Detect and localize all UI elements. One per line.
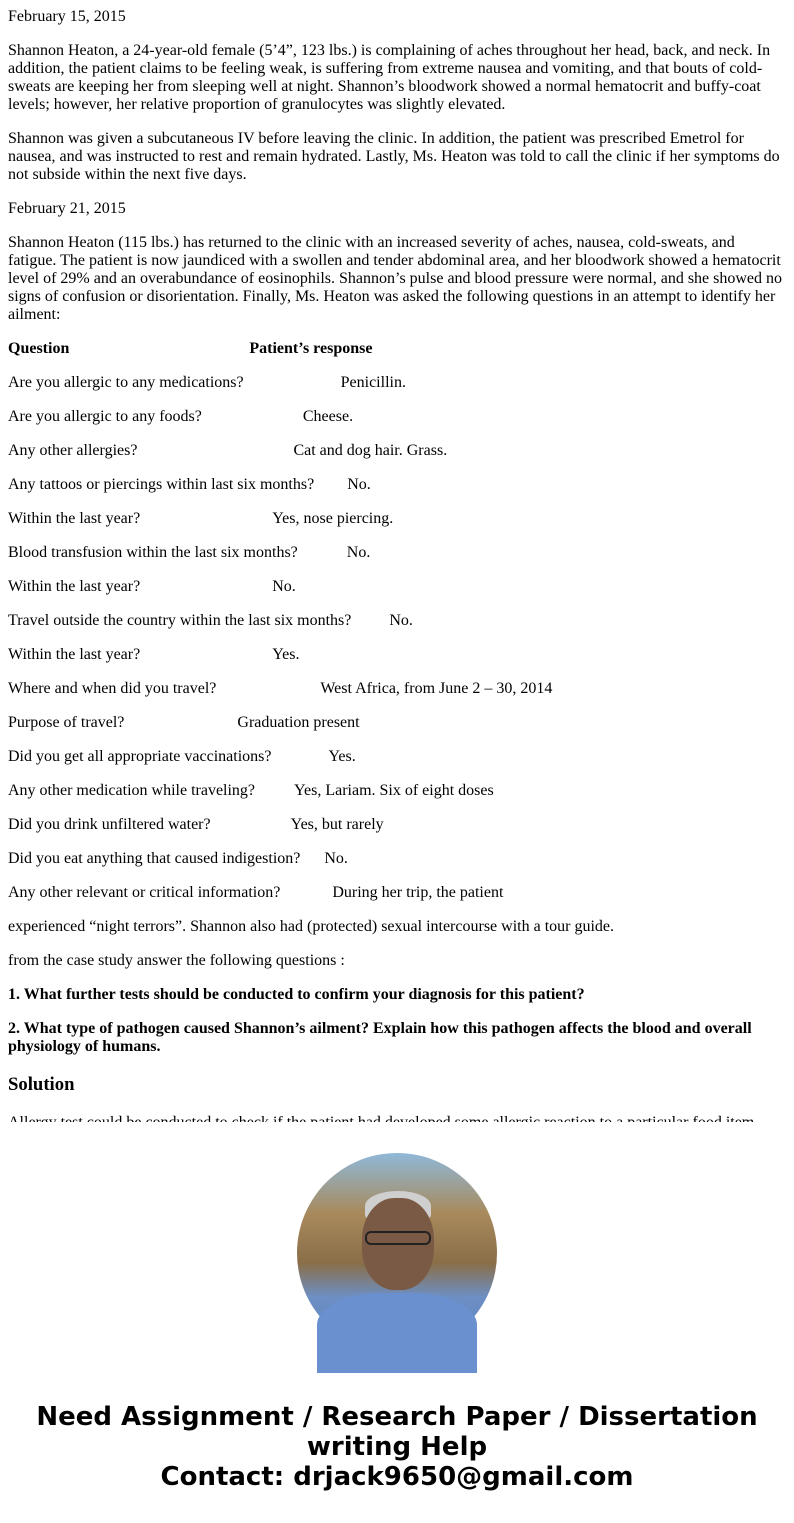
response-text: West Africa, from June 2 – 30, 2014 [320,680,553,697]
response-text: Cheese. [302,408,354,425]
question-text: Are you allergic to any foods? [8,408,202,425]
response-text: Yes, nose piercing. [272,510,394,527]
qa-row [8,646,786,664]
response-text: Yes, but rarely [290,816,384,833]
question-text: Any tattoos or piercings within last six months? [8,476,315,493]
avatar [297,1153,497,1353]
question-header: Question [8,340,70,357]
question-text: Any other relevant or critical information? [8,884,281,901]
response-text: Graduation present [237,714,360,731]
question-text: Within the last year? [8,510,141,527]
qa-row [8,884,786,902]
qa-row [8,680,786,698]
entry-date: February 15, 2015 [8,8,126,25]
paragraph: Shannon Heaton (115 lbs.) has returned to the clinic with an increased severity of aches, nausea, cold-sweats, and fatigue. The patient is now jaundiced with a swollen and tender abdominal area, and her bloodwork showed a hematocrit level of 29% and an overabundance of eosinophils. Shannon’s pulse and blood pressure were normal, and she showed no signs of confusion or disorientation. Finally, Ms. Heaton was asked the following questions in an attempt to identify her ailment: [8,234,783,323]
qa-row [8,510,786,528]
qa-row [8,476,786,494]
qa-row [8,816,786,834]
promo-footer [0,1122,794,1523]
response-text: Penicillin. [340,374,406,391]
question-text: Any other allergies? [8,442,138,459]
qa-row [8,408,786,426]
question-text: Did you get all appropriate vaccinations? [8,748,272,765]
qa-continuation: experienced “night terrors”. Shannon also had (protected) sexual intercourse with a tour guide. [8,918,615,935]
question-text: 1. What further tests should be conducted to confirm your diagnosis for this patient? [8,986,585,1003]
question-2 [8,1020,786,1056]
question-text: Within the last year? [8,578,141,595]
response-text: No. [389,612,413,629]
paragraph: Shannon Heaton, a 24-year-old female (5’4”, 123 lbs.) is complaining of aches throughout her head, back, and neck. In addition, the patient claims to be feeling weak, is suffering from extreme nausea and vomiting, and that bouts of cold-sweats are keeping her from sleeping well at night. Shannon’s bloodwork showed a normal hematocrit and buffy-coat levels; however, her relative proportion of granulocytes was slightly elevated. [8,42,771,113]
question-text: Blood transfusion within the last six months? [8,544,298,561]
qa-row [8,442,786,460]
qa-list [8,374,786,902]
promo-line-1: Need Assignment / Research Paper / Dissertation writing Help [36,1402,758,1462]
qa-row [8,578,786,596]
paragraph: Shannon was given a subcutaneous IV before leaving the clinic. In addition, the patient was prescribed Emetrol for nausea, and was instructed to rest and remain hydrated. Lastly, Ms. Heaton was told to call the clinic if her symptoms do not subside within the next five days. [8,130,780,183]
response-text: Yes. [328,748,356,765]
qa-row [8,850,786,868]
question-text: Purpose of travel? [8,714,125,731]
qa-row [8,748,786,766]
prompt: from the case study answer the following questions : [8,952,345,969]
solution-heading: Solution [8,1074,75,1095]
document-body [8,0,786,1122]
question-text: Where and when did you travel? [8,680,217,697]
question-text: 2. What type of pathogen caused Shannon’s ailment? Explain how this pathogen affects the blood and overall physiology of humans. [8,1020,752,1055]
question-text: Travel outside the country within the last six months? [8,612,352,629]
response-text: Yes, Lariam. Six of eight doses [294,782,494,799]
question-text: Any other medication while traveling? [8,782,256,799]
promo-text [0,1402,794,1492]
qa-row [8,374,786,392]
question-text: Did you eat anything that caused indigestion? [8,850,301,867]
response-text: No. [347,476,371,493]
entry-date: February 21, 2015 [8,200,126,217]
qa-row [8,714,786,732]
question-text: Within the last year? [8,646,141,663]
response-text: No. [324,850,348,867]
question-1 [8,986,786,1004]
qa-row [8,544,786,562]
question-text: Are you allergic to any medications? [8,374,244,391]
promo-contact: Contact: drjack9650@gmail.com [160,1462,634,1492]
qa-row [8,612,786,630]
response-text: During her trip, the patient [332,884,504,901]
qa-row [8,782,786,800]
response-text: No. [272,578,296,595]
question-text: Did you drink unfiltered water? [8,816,211,833]
response-text: No. [346,544,371,561]
response-text: Cat and dog hair. Grass. [293,442,448,459]
response-header: Patient’s response [249,340,373,357]
response-text: Yes. [272,646,300,663]
qa-header [8,340,786,358]
